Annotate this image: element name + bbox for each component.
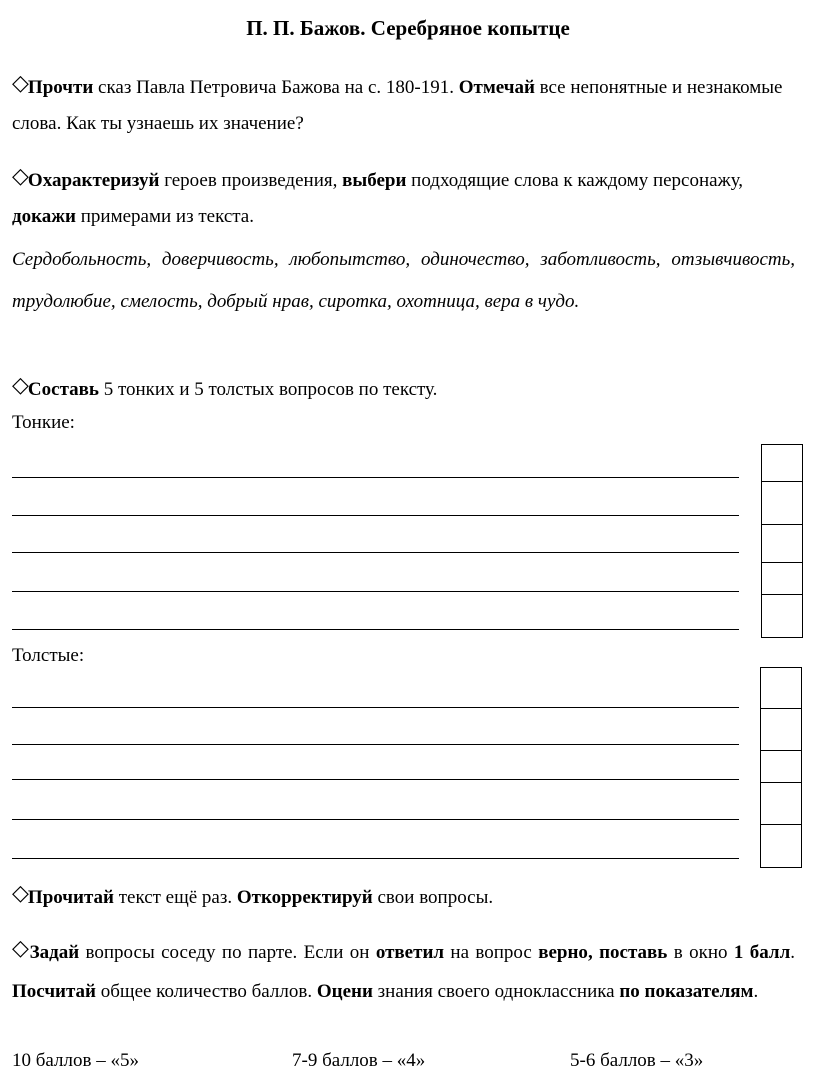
task-ask-text-3: , (587, 942, 600, 963)
thin-questions-label: Тонкие: (12, 412, 75, 433)
trait-word-list: Сердобольность, доверчивость, любопытство, одиночество, заботливость, отзывчивость, трудолюбие, смелость, добрый нрав, сиротка, охотница, вера в чудо. (12, 249, 795, 312)
task-characterize-text-1: героев произведения, (159, 170, 343, 191)
verb-reread: Прочитай (27, 887, 114, 908)
verb-prove: докажи (12, 206, 76, 227)
by-indicators: по показателям (619, 981, 754, 1002)
verb-choose: выбери (342, 170, 407, 191)
task-compose (12, 368, 795, 408)
thick-questions-label: Толстые: (12, 645, 85, 666)
task-ask-text-4: в окно (667, 942, 734, 963)
thin-score-box-5[interactable] (761, 594, 803, 638)
verb-evaluate: Оцени (316, 981, 373, 1002)
task-characterize-text-2: подходящие слова к каждому персонажу, (406, 170, 744, 191)
score-grade-4: 7-9 баллов – «4» (292, 1050, 426, 1071)
diamond-bullet-icon: ◇ (12, 881, 29, 906)
thick-score-box-5[interactable] (760, 824, 802, 868)
thick-answer-line-4[interactable] (12, 819, 739, 820)
diamond-bullet-icon: ◇ (12, 71, 29, 96)
task-ask-text-8: . (753, 981, 759, 1002)
verb-answered: ответил (375, 942, 445, 963)
verb-correct: Откорректируй (236, 887, 373, 908)
task-ask-text-1: вопросы соседу по парте. Если он (79, 942, 376, 963)
thick-answer-line-3[interactable] (12, 779, 739, 780)
task-reread (12, 876, 795, 916)
diamond-bullet-icon: ◇ (12, 373, 29, 398)
thick-score-box-4[interactable] (760, 782, 802, 825)
diamond-bullet-icon: ◇ (12, 164, 29, 189)
task-read-text-2: все непонятные и незнакомые слова. Как ты узнаешь их значение? (12, 77, 783, 134)
task-characterize-text-3: примерами из текста. (76, 206, 254, 227)
diamond-bullet-icon: ◇ (12, 936, 31, 961)
task-ask-text-6: общее количество баллов. (96, 981, 317, 1002)
verb-characterize: Охарактеризуй (27, 170, 160, 191)
task-ask-neighbor (12, 929, 795, 1011)
thick-answer-line-2[interactable] (12, 744, 739, 745)
thin-answer-line-2[interactable] (12, 515, 739, 516)
thin-score-box-3[interactable] (761, 524, 803, 563)
task-ask-text-7: знания своего одноклассника (372, 981, 620, 1002)
thick-answer-line-5[interactable] (12, 858, 739, 859)
one-point: 1 балл (733, 942, 791, 963)
thick-score-box-3[interactable] (760, 750, 802, 783)
thin-score-box-4[interactable] (761, 562, 803, 595)
thin-answer-line-1[interactable] (12, 477, 739, 478)
task-ask-text-2: на вопрос (444, 942, 539, 963)
thick-score-box-1[interactable] (760, 667, 802, 709)
verb-mark: Отмечай (458, 77, 535, 98)
thin-score-box-1[interactable] (761, 444, 803, 482)
thin-answer-line-4[interactable] (12, 591, 739, 592)
thick-score-box-2[interactable] (760, 708, 802, 751)
thin-answer-line-5[interactable] (12, 629, 739, 630)
task-read-text-1: сказ Павла Петровича Бажова на с. 180-191. (93, 77, 459, 98)
score-grade-3: 5-6 баллов – «3» (570, 1050, 704, 1071)
thick-answer-line-1[interactable] (12, 707, 739, 708)
thin-answer-line-3[interactable] (12, 552, 739, 553)
task-characterize (12, 159, 795, 235)
task-reread-text-1: текст ещё раз. (113, 887, 237, 908)
task-read (12, 66, 795, 142)
score-grade-5: 10 баллов – «5» (12, 1050, 139, 1071)
verb-compose: Составь (27, 379, 99, 400)
page-title: П. П. Бажов. Серебряное копытце (246, 16, 570, 40)
verb-put: поставь (599, 942, 668, 963)
thin-score-box-2[interactable] (761, 481, 803, 525)
verb-ask: Задай (29, 942, 80, 963)
verb-count: Посчитай (12, 981, 97, 1002)
task-ask-text-5: . (790, 942, 795, 963)
word-correctly: верно (538, 942, 588, 963)
verb-read: Прочти (27, 77, 94, 98)
task-compose-text: 5 тонких и 5 толстых вопросов по тексту. (98, 379, 438, 400)
task-reread-text-2: свои вопросы. (372, 887, 494, 908)
